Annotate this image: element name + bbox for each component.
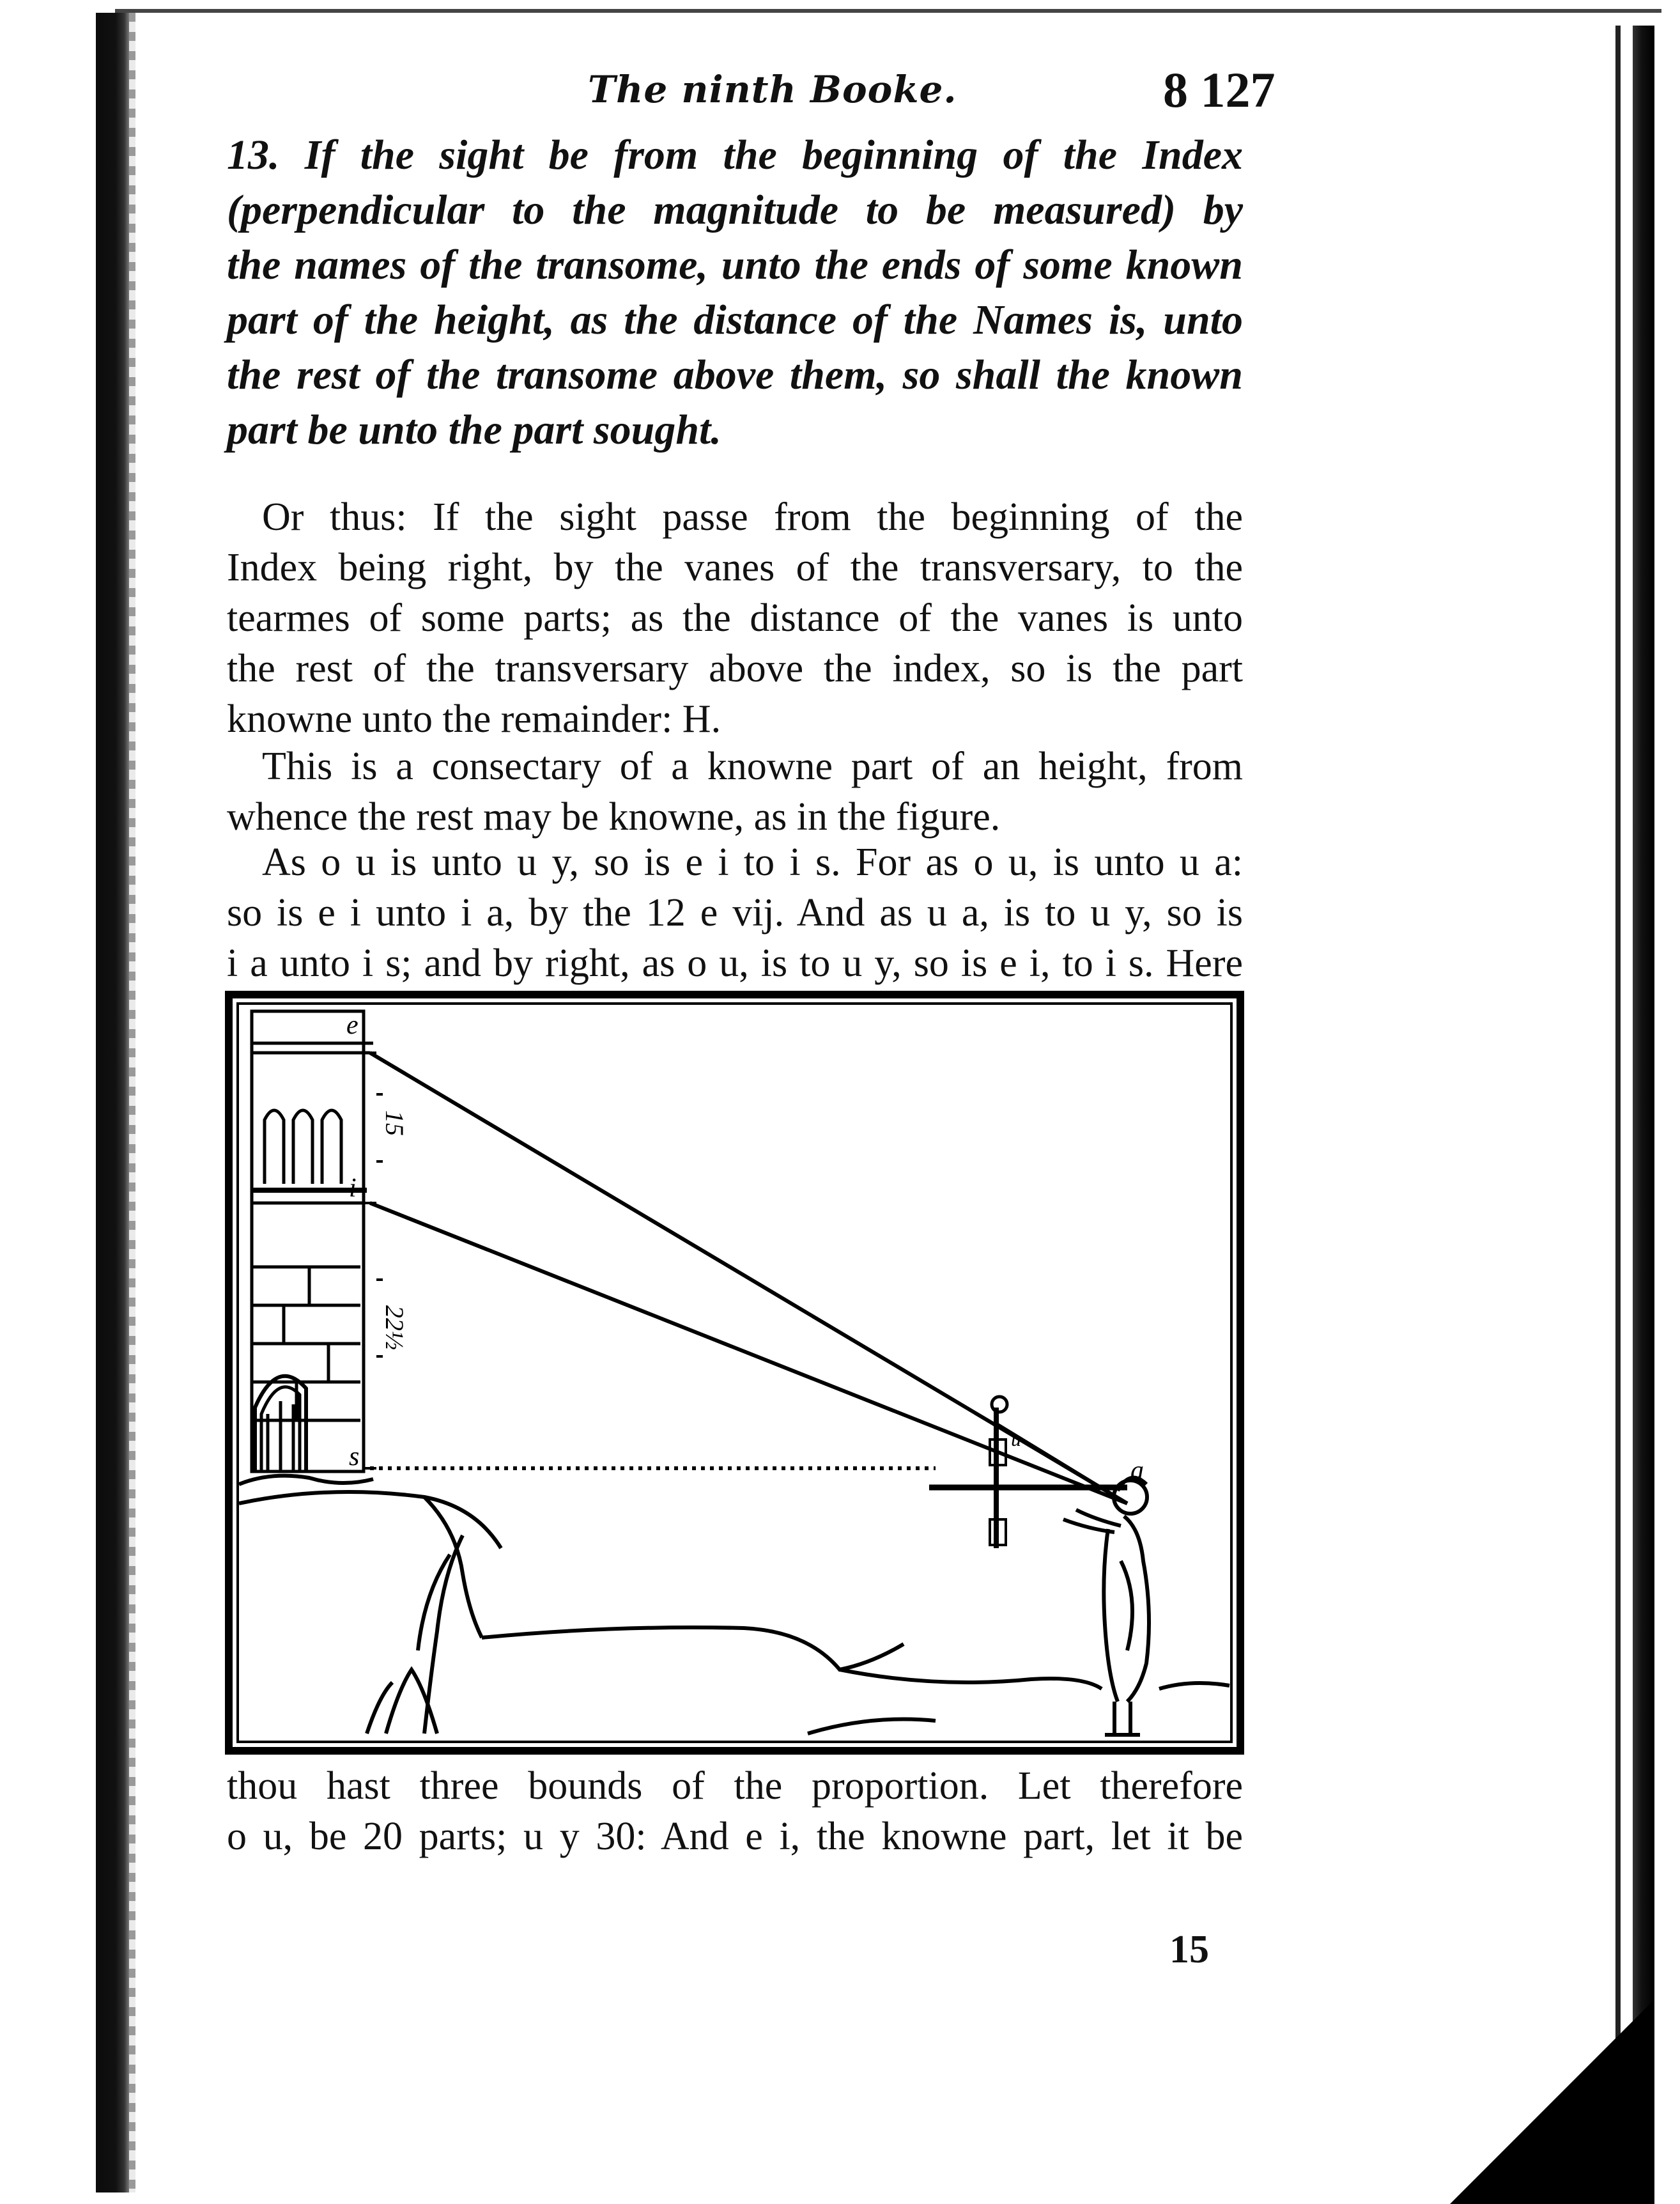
label-a: a (1130, 1456, 1144, 1486)
folio-number: 8 127 (1163, 62, 1275, 118)
proposition-line: 13. If the sight be from the beginning of the Index (227, 132, 1243, 178)
running-title: The ninth Booke. (588, 68, 957, 111)
cross-staff (929, 1397, 1127, 1548)
label-i: i (349, 1174, 357, 1203)
woodcut-figure (225, 991, 1244, 1755)
paragraph-after-figure (227, 1761, 1243, 1862)
paragraph-line: the rest of the transversary above the index, so is the part (227, 647, 1243, 690)
page-edge-line (1615, 26, 1621, 2161)
book-spine-texture (129, 13, 135, 2192)
measure-ticks (364, 1053, 383, 1468)
proposition-line: the names of the transome, unto the ends of some known (227, 242, 1243, 288)
paragraph-proof (227, 837, 1243, 989)
scan-corner-shadow (1450, 1999, 1654, 2204)
paragraph-line: knowne unto the remainder: H. (227, 697, 721, 741)
label-s: s (349, 1442, 360, 1471)
measure-label-top: 15 (380, 1110, 409, 1136)
paragraph-line: o u, be 20 parts; u y 30: And e i, the knowne part, let it be (227, 1815, 1243, 1858)
paragraph-line: This is a consectary of a knowne part of an height, from (262, 745, 1243, 788)
paragraph-line: As o u is unto u y, so is e i to i s. For as o u, is unto u a: (262, 841, 1243, 884)
tower (252, 1011, 373, 1471)
paragraph-consectary (227, 741, 1243, 842)
book-spine-shadow (96, 13, 129, 2192)
proposition-line: the rest of the transome above them, so shall the known (227, 352, 1243, 398)
paragraph-line: tearmes of some parts; as the distance of the vanes is unto (227, 596, 1243, 640)
label-e: e (346, 1011, 358, 1040)
running-head (0, 61, 1680, 119)
proposition-line: (perpendicular to the magnitude to be measured) by (227, 187, 1243, 233)
paragraph-or-thus (227, 492, 1243, 745)
proposition-line: part of the height, as the distance of the Names is, unto (227, 297, 1243, 343)
paragraph-line: Index being right, by the vanes of the transversary, to the (227, 546, 1243, 589)
paragraph-line: i a unto i s; and by right, as o u, is to u y, so is e i, to i s. Here (227, 942, 1243, 985)
paragraph-line: Or thus: If the sight passe from the beginning of the (262, 495, 1243, 539)
book-right-edge (1633, 26, 1654, 2161)
observer-figure (1063, 1478, 1149, 1735)
figure-labels (346, 1011, 1144, 1486)
paragraph-line: whence the rest may be knowne, as in the figure. (227, 795, 1001, 839)
paragraph-line: thou hast three bounds of the proportion. Let therefore (227, 1764, 1243, 1808)
catchword: 15 (1169, 1928, 1209, 1971)
measure-label-bottom: 22½ (380, 1305, 409, 1350)
scan-top-edge (115, 9, 1661, 13)
measure-labels (380, 1110, 409, 1350)
figure-illustration (233, 998, 1237, 1747)
proposition-13 (227, 128, 1243, 458)
label-u: u (1011, 1427, 1021, 1450)
proposition-line: part be unto the part sought. (227, 407, 721, 453)
landscape (239, 1476, 1229, 1734)
paragraph-line: so is e i unto i a, by the 12 e vij. And as u a, is to u y, so is (227, 891, 1243, 935)
